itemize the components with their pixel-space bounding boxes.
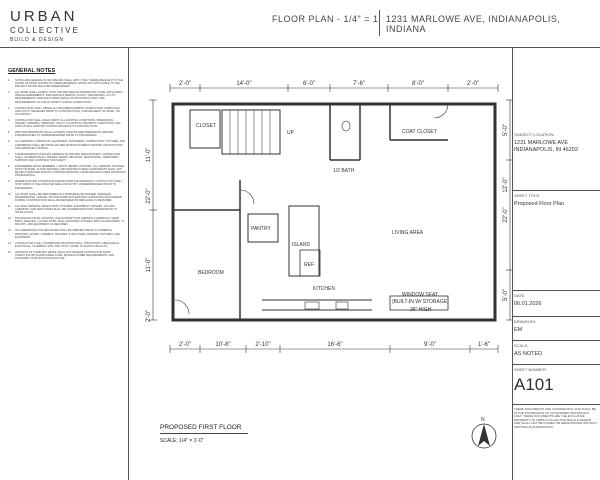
plan-scale: SCALE: 1/4" = 1'-0": [160, 438, 204, 444]
header-address: 1231 MARLOWE AVE, INDIANAPOLIS, INDIANA: [386, 14, 561, 34]
note-text: OMISSION OF A SPECIFIC DETAIL SHALL NOT RELIEVE CONTRACTOR FROM COMPLYING WITH APPLICABLE CODE, MANUFACTURER REQUIREMENTS, AND STANDARD CONSTRUCTION PRACTICE.: [15, 250, 114, 261]
logo-line-3: BUILD & DESIGN: [10, 37, 65, 43]
tb-location: [514, 132, 598, 153]
label-closet: CLOSET: [196, 123, 217, 129]
tb-disclaimer: THESE DOCUMENTS ARE CONFIDENTIAL AND SHALL BE IN THE POSSESSION OF AUTHORIZED INDIVIDUALS ONLY. THESE DOCUMENTS ARE THE EXCLUSIVE PROPERTY OF URBAN COLLECTIVE BUILD & DESIGN AND SHALL NOT BE COPIED OR REPRODUCED WITHOUT WRITTEN AUTHORIZATION.: [514, 407, 598, 429]
note-text: THESE DRAWINGS INDICATE GENERAL SCOPE AND DESIGN INTENT. CONTRACTOR SHALL COORDINATE ALL TRADES, MEANS, METHODS, SEQUENCING, TEMPORARY SUPPORT, AND CONSTRUCTION SAFETY.: [15, 152, 121, 162]
note-text: ENGINEERED WOOD MEMBERS, I-JOISTS, BEAMS, TRUSSES, LVL, GIRDERS, TRUSSES, ROOF TRUSSES, FLOOR TRUSSES, AND MANUFACTURED COMPONENTS SHALL NOT BE FIELD MODIFIED WITHOUT WRITTEN APPROVAL FROM MANUFACTURER OR DESIGN PROFESSIONAL.: [15, 164, 126, 178]
tb-location-2: INDIANAPOLIS, IN 46202: [514, 147, 578, 153]
tb-sheet-number-value: A101: [514, 375, 554, 394]
tb-date-value: 06.01.2026: [514, 301, 542, 307]
label-island: ISLAND: [292, 242, 311, 248]
note-number: 3.: [8, 106, 11, 110]
note-text: ALL WORK SHALL COMPLY WITH THE 2020 INDIANA RESIDENTIAL CODE, APPLICABLE INDIANA AMENDMENTS, INDIANAPOLIS MARION COUNTY ORDINANCES, UTILITY REQUIREMENTS, MANUFACTURER INSTALLATION INSTRUCTIONS, AND REQUIREMENTS OF THE AUTHORITY HAVING JURISDICTION.: [15, 91, 123, 104]
dim-left-label: 11'-0": [146, 257, 152, 273]
tb-divider-3: [512, 316, 600, 317]
dim-top-label: 2'-0": [467, 81, 479, 87]
tb-date: [514, 293, 598, 307]
note-number: 9.: [8, 180, 11, 184]
label-bedroom: BEDROOM: [198, 270, 224, 276]
note-number: 13.: [8, 229, 12, 233]
tb-scale: [514, 343, 598, 357]
tb-divider-2: [512, 290, 600, 291]
titleblock-divider: [512, 47, 513, 480]
dim-left-label: 2'-0": [146, 310, 152, 322]
tb-drawn: [514, 319, 598, 333]
dim-bottom-label: 2'-10": [255, 342, 271, 348]
dim-right-label: 22'-0": [503, 207, 509, 223]
tb-sheet-title-value: Proposed Floor Plan: [514, 201, 565, 207]
label-kitchen: KITCHEN: [313, 286, 335, 292]
note-text: CONTRACTOR SHALL COORDINATE ARCHITECTURAL, STRUCTURAL, MECHANICAL, ELECTRICAL, PLUMBING, SITE, AND UTILITY WORK TO AVOID CONFLICTS.: [15, 241, 121, 248]
label-coat-closet: COAT CLOSET: [402, 129, 437, 135]
label-up: UP: [287, 130, 294, 136]
label-window-seat-1: WINDOW SEAT: [402, 292, 439, 298]
tb-scale-value: AS NOTED: [514, 351, 543, 357]
tb-scale-label: SCALE:: [514, 343, 529, 348]
note-text: ALL WORK SHALL BE PERFORMED IN A WORKMANLIKE MANNER. DAMAGED, DETERIORATED, UNSAFE, OR NONCOMPLIANT EXISTING CONDITIONS DISCOVERED DURING CONSTRUCTION SHALL BE REPAIRED OR REPLACED AS REQUIRED.: [15, 192, 122, 202]
label-window-seat-2: (BUILT-IN W/ STORAGE): [392, 299, 449, 305]
dim-top-label: 14'-0": [236, 81, 252, 87]
dim-top-label: 6'-0": [303, 81, 315, 87]
note-number: 8.: [8, 164, 11, 168]
label-living: LIVING AREA: [392, 230, 424, 236]
notes-title: GENERAL NOTES: [8, 68, 56, 74]
note-text: NOTES ARE GENERAL IN NATURE AND SHALL APPLY ONLY WHERE RELEVANT TO THE SCOPE OF WORK SHOWN ON THESE DRAWINGS. NOTES NOT APPLICABLE TO THE PROJECT SCOPE SHALL BE DISREGARDED.: [15, 79, 124, 89]
plan-title-block: [160, 424, 248, 444]
note-number: 4.: [8, 118, 11, 122]
tb-date-label: DATE:: [514, 293, 526, 298]
dim-bottom-label: 16'-6": [327, 342, 343, 348]
note-number: 12.: [8, 217, 12, 221]
tb-sheet-number: [514, 367, 598, 395]
dim-bottom-label: 9'-0": [424, 342, 436, 348]
label-ref: REF.: [304, 262, 315, 268]
note-number: 15.: [8, 250, 12, 254]
note-number: 6.: [8, 140, 11, 144]
note-text: ALL DIMENSIONS FOR NEW WORK SHALL BE VERIFIED PRIOR TO ORDERING WINDOWS, DOORS, CABINETS, TRUSSES, STRUCTURAL FRAMING, FIXTURES, AND EQUIPMENT.: [15, 229, 120, 239]
note-text: CONTRACTOR SHALL OBTAIN ALL REQUIRED PERMITS, INSPECTIONS, APPROVALS, AND UTILITY RELEASES PRIOR TO CONSTRUCTION, CONCEALMENT OF WORK, OR OCCUPANCY.: [15, 106, 121, 116]
logo-line-1: URBAN: [10, 8, 78, 25]
dim-right-label: 12'-0": [503, 177, 509, 193]
note-number: 14.: [8, 241, 12, 245]
tb-divider-6: [512, 404, 600, 405]
dim-top-label: 8'-0": [412, 81, 424, 87]
tb-sheet-title-label: SHEET TITLE:: [514, 193, 541, 198]
label-pantry: PANTRY: [251, 226, 271, 232]
dim-bottom-label: 1'-6": [478, 342, 490, 348]
tb-location-label: SUBJECT LOCATION:: [514, 132, 555, 137]
note-text: ALL MATERIALS, PRODUCTS, EQUIPMENT, FASTENERS, CONNECTORS, FIXTURES, AND ASSEMBLIES SHALL BE INSTALLED PER MANUFACTURER'S WRITTEN INSTRUCTIONS AND APPROVED LISTINGS.: [15, 140, 126, 150]
tb-divider-4: [512, 340, 600, 341]
dim-right-label: 5'-0": [503, 289, 509, 301]
note-text: WRITTEN DIMENSIONS SHALL GOVERN OVER SCALED DIMENSIONS. REPORT DISCREPANCIES TO OWNER/DESIGNER PRIOR TO PROCEEDING.: [15, 131, 114, 138]
dim-right-label: 5'-0": [503, 124, 509, 136]
label-window-seat-3: 36" HIGH: [410, 307, 432, 313]
note-text: WHERE EXISTING CONDITIONS DIFFER FROM THE DRAWINGS, CONTRACTOR SHALL STOP WORK IN THE AFFECTED AREA AND NOTIFY OWNER/DESIGNER PRIOR TO PROCEEDING.: [15, 180, 123, 190]
note-number: 1.: [8, 79, 11, 82]
plan-label: FLOOR PLAN - 1/4" = 1': [272, 14, 381, 24]
tb-drawn-label: DRAWN BY:: [514, 319, 537, 324]
north-arrow-icon: [472, 424, 496, 448]
note-number: 5.: [8, 131, 11, 135]
dim-top-label: 2'-0": [179, 81, 191, 87]
dim-left-label: 11'-0": [146, 147, 152, 163]
note-text: CONTRACTOR SHALL FIELD VERIFY ALL EXISTING CONDITIONS, DIMENSIONS, GRADES, FRAMING, OPENINGS, UTILITY LOCATIONS, PROPERTY CONDITIONS, AND STRUCTURAL SUPPORT CONDITIONS PRIOR TO CONSTRUCTION.: [15, 118, 121, 129]
note-number: 10.: [8, 192, 12, 196]
note-text: ALL FINAL MATERIAL SELECTIONS, FIXTURES, EQUIPMENT, FINISHES, COLORS, CABINETRY, AND APPLIANCES SHALL BE COORDINATED WITH OWNER PRIOR TO INSTALLATION.: [15, 204, 117, 215]
label-north: N: [481, 417, 485, 423]
tb-sheet-number-label: SHEET NUMBER:: [514, 367, 547, 372]
dim-bottom-label: 10'-8": [215, 342, 231, 348]
dim-left-label: 22'-0": [146, 188, 152, 204]
dim-top-label: 7'-6": [353, 81, 365, 87]
plan-title: PROPOSED FIRST FLOOR: [160, 424, 242, 431]
note-text: PROVIDE BLOCKING, BACKING, AND SUPPORT FOR CABINETS, HANDRAILS, GRAB BARS, SHELVING, CLOSET RODS, WALL-MOUNTED FIXTURES, BATH ACCESSORIES, TV MOUNTS, AND EQUIPMENT AS REQUIRED.: [15, 217, 125, 227]
label-half-bath: 1/2 BATH: [333, 168, 355, 174]
tb-drawn-value: EM: [514, 327, 523, 333]
tb-sheet-title: [514, 193, 598, 207]
note-number: 11.: [8, 204, 12, 208]
dim-bottom-label: 2'-0": [179, 342, 191, 348]
tb-location-1: 1231 MARLOWE AVE: [514, 140, 569, 146]
logo-line-2: COLLECTIVE: [10, 26, 80, 35]
note-number: 7.: [8, 152, 11, 156]
tb-divider-1: [512, 190, 600, 191]
note-number: 2.: [8, 91, 11, 95]
tb-divider-5: [512, 364, 600, 365]
